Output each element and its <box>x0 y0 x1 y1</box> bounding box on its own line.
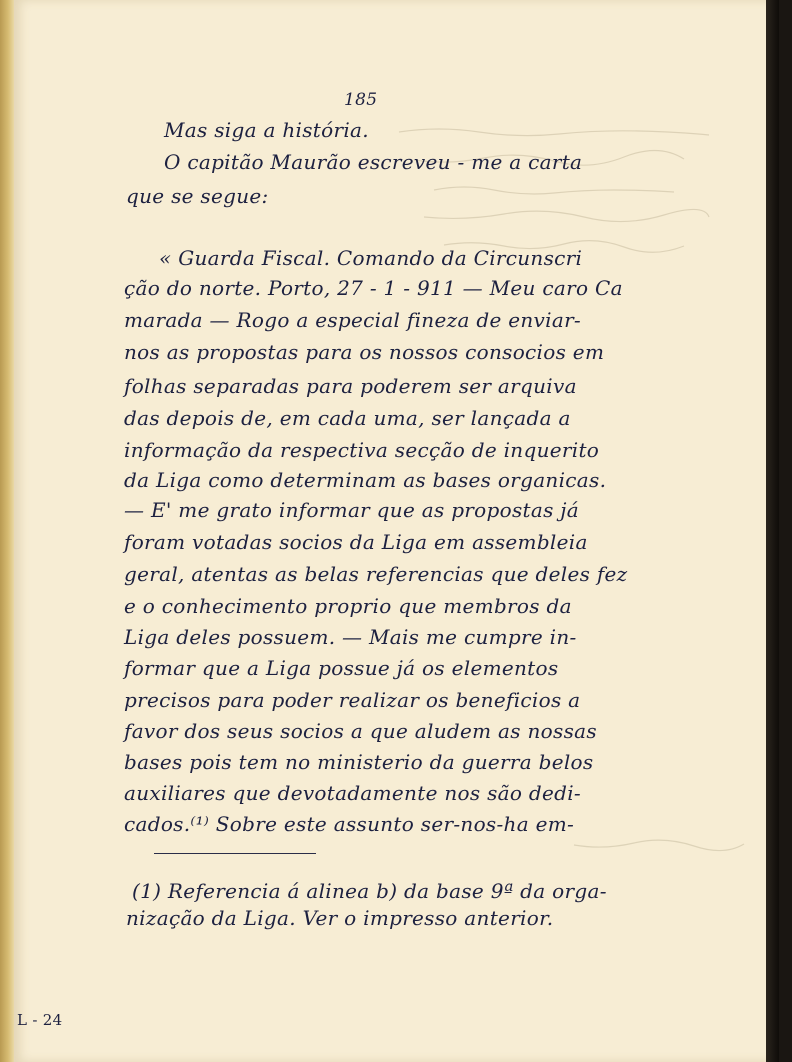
page-number: 185 <box>344 90 378 110</box>
text-line: Mas siga a história. <box>164 118 369 142</box>
text-line: O capitão Maurão escreveu - me a carta <box>164 150 583 174</box>
text-line: informação da respectiva secção de inquerito <box>124 438 600 462</box>
text-line: « Guarda Fiscal. Comando da Circunscri <box>159 246 583 270</box>
text-line: nos as propostas para os nossos consocios em <box>124 340 605 364</box>
text-line: da Liga como determinam as bases organicas. <box>124 468 607 492</box>
text-line: folhas separadas para poderem ser arquiva <box>124 374 577 398</box>
text-line: — E' me grato informar que as propostas já <box>124 498 580 522</box>
text-line: bases pois tem no ministerio da guerra belos <box>124 750 594 774</box>
text-line: das depois de, em cada uma, ser lançada a <box>124 406 571 430</box>
manuscript-page <box>14 0 779 1062</box>
text-line: e o conhecimento proprio que membros da <box>124 594 572 618</box>
footnote-line: nização da Liga. Ver o impresso anterior. <box>126 906 554 930</box>
page-edge-shadow <box>766 0 779 1062</box>
text-line: que se segue: <box>126 184 269 208</box>
book-spine <box>0 0 14 1062</box>
text-line: foram votadas socios da Liga em assembleia <box>124 530 588 554</box>
margin-note: L - 24 <box>17 1011 63 1029</box>
text-line: auxiliares que devotadamente nos são dedi- <box>124 781 581 805</box>
text-line: geral, atentas as belas referencias que deles fez <box>124 562 628 586</box>
text-line: Liga deles possuem. — Mais me cumpre in- <box>124 625 577 649</box>
footnote-separator <box>154 853 316 854</box>
text-line: precisos para poder realizar os beneficios a <box>124 688 581 712</box>
text-line: marada — Rogo a especial fineza de enviar- <box>124 308 581 332</box>
text-line: formar que a Liga possue já os elementos <box>124 656 559 680</box>
text-line: cados.⁽¹⁾ Sobre este assunto ser-nos-ha em- <box>124 812 575 836</box>
text-line: ção do norte. Porto, 27 - 1 - 911 — Meu caro Ca <box>124 276 623 300</box>
text-line: favor dos seus socios a que aludem as nossas <box>124 719 597 743</box>
footnote-line: (1) Referencia á alinea b) da base 9ª da orga- <box>132 879 607 903</box>
